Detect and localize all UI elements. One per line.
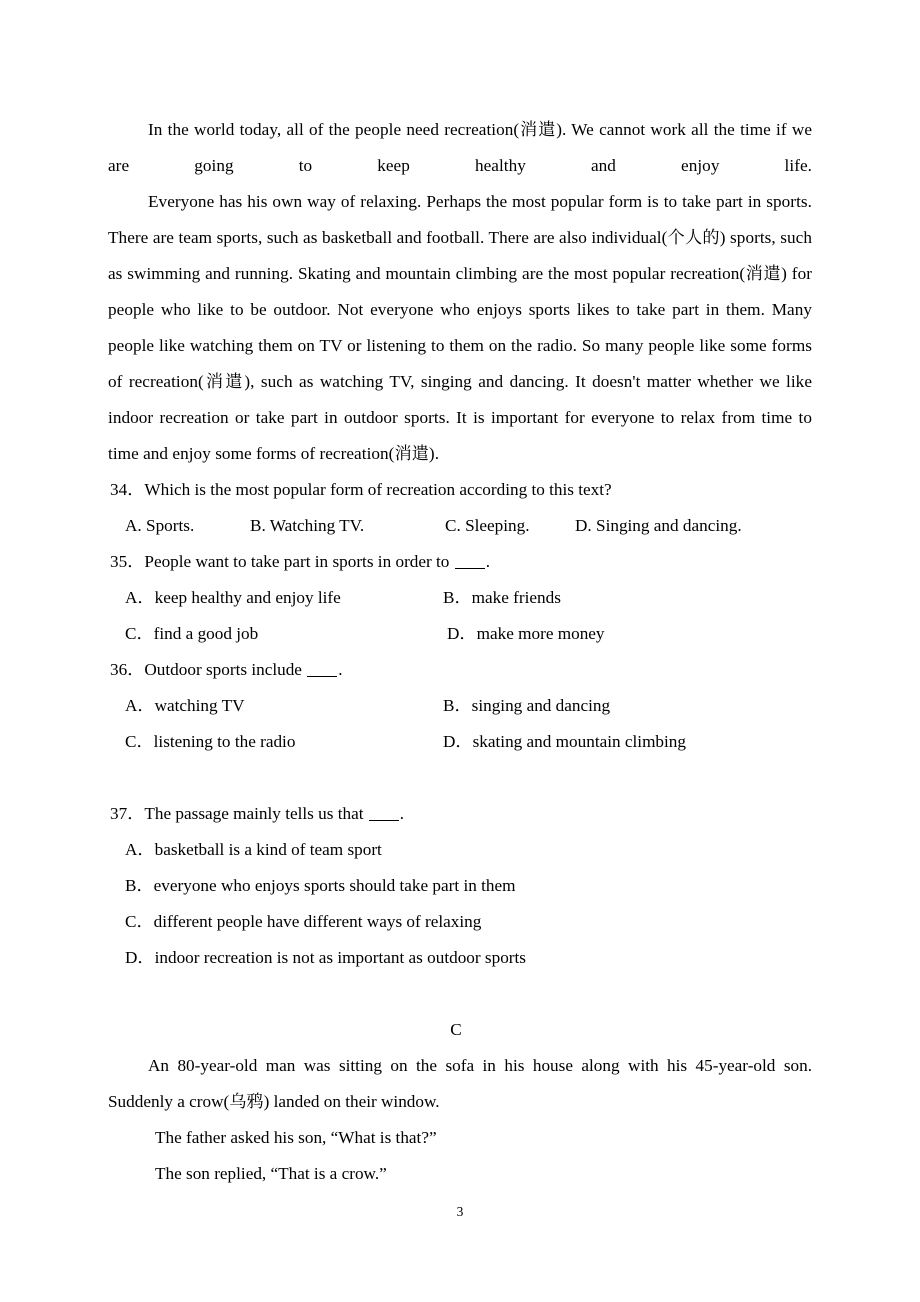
page-number-footer xyxy=(0,1203,920,1221)
question-37-option-a[interactable] xyxy=(125,832,382,868)
question-36-stem xyxy=(108,652,812,688)
question-35-option-b[interactable] xyxy=(443,580,561,616)
option-a-label: A． xyxy=(125,696,155,715)
question-37-stem-text: The passage mainly tells us that xyxy=(144,804,368,823)
option-b-text: everyone who enjoys sports should take part in them xyxy=(153,876,516,895)
passage-c-dialogue-line-1: The father asked his son, “What is that?” xyxy=(155,1128,437,1147)
question-37-option-row-c xyxy=(108,904,812,940)
option-c-label: C. xyxy=(445,516,466,535)
question-36-option-a[interactable] xyxy=(125,688,245,724)
question-gap-spacer xyxy=(108,760,812,796)
question-34-option-d[interactable] xyxy=(575,508,742,544)
question-35-stem-text: People want to take part in sports in order to xyxy=(144,552,454,571)
question-34-options xyxy=(108,508,812,544)
option-d-text: Singing and dancing. xyxy=(596,516,742,535)
passage-paragraph-1: In the world today, all of the people need recreation(消遣). We cannot work all the time if we are going to keep healthy and enjoy life. xyxy=(108,120,812,175)
passage-paragraph-2: Everyone has his own way of relaxing. Perhaps the most popular form is to take part in sports. There are team sports, such as basketball and football. There are also individual(个人的) sports, such as swimming and running. Skating and mountain climbing are the most popular recreation(消遣) for people who like to be outdoor. Not everyone who enjoys sports likes to take part in them. Many people like watching them on TV or listening to them on the radio. So many people like some forms of recreation(消遣), such as watching TV, singing and dancing. It doesn't matter whether we like indoor recreation or take part in outdoor sports. It is important for everyone to relax from time to time and enjoy some forms of recreation(消遣). xyxy=(108,192,812,463)
question-36-options-row-1 xyxy=(108,688,812,724)
question-36-option-b[interactable] xyxy=(443,688,610,724)
option-a-label: A． xyxy=(125,840,155,859)
question-35 xyxy=(108,544,812,652)
option-a-text: basketball is a kind of team sport xyxy=(154,840,382,859)
question-34-stem xyxy=(108,472,812,508)
question-36-stem-tail: . xyxy=(338,660,343,679)
question-37 xyxy=(108,796,812,976)
question-34-number: 34． xyxy=(110,480,145,499)
question-35-option-d[interactable] xyxy=(447,616,605,652)
question-37-option-d[interactable] xyxy=(125,940,526,976)
question-37-option-row-a xyxy=(108,832,812,868)
question-37-number: 37． xyxy=(110,804,145,823)
question-37-option-c[interactable] xyxy=(125,904,481,940)
section-label-c: C xyxy=(450,1020,462,1039)
question-34-option-a[interactable] xyxy=(125,508,194,544)
question-34-option-b[interactable] xyxy=(250,508,364,544)
option-c-text: find a good job xyxy=(153,624,259,643)
question-37-option-b[interactable] xyxy=(125,868,515,904)
question-34-option-c[interactable] xyxy=(445,508,530,544)
option-d-label: D． xyxy=(125,948,155,967)
option-d-text: make more money xyxy=(476,624,605,643)
question-35-answer-blank[interactable] xyxy=(455,568,485,569)
option-b-label: B． xyxy=(125,876,154,895)
option-c-label: C． xyxy=(125,732,154,751)
question-37-option-row-b xyxy=(108,868,812,904)
option-c-label: C． xyxy=(125,624,154,643)
option-c-text: different people have different ways of relaxing xyxy=(153,912,482,931)
option-a-label: A． xyxy=(125,588,155,607)
option-c-text: listening to the radio xyxy=(153,732,296,751)
option-a-label: A. xyxy=(125,516,147,535)
page-number-value: 3 xyxy=(456,1204,464,1219)
option-b-text: make friends xyxy=(471,588,561,607)
option-b-label: B． xyxy=(443,696,472,715)
question-34 xyxy=(108,472,812,544)
question-36 xyxy=(108,652,812,760)
question-35-stem xyxy=(108,544,812,580)
option-b-label: B． xyxy=(443,588,472,607)
question-36-option-c[interactable] xyxy=(125,724,295,760)
question-37-stem-tail: . xyxy=(399,804,405,823)
section-gap-spacer xyxy=(108,976,812,1012)
question-37-stem xyxy=(108,796,812,832)
question-35-stem-tail: . xyxy=(485,552,490,571)
question-36-answer-blank[interactable] xyxy=(307,676,337,677)
option-d-label: D. xyxy=(575,516,597,535)
option-d-label: D． xyxy=(443,732,473,751)
option-a-text: watching TV xyxy=(154,696,245,715)
option-d-text: indoor recreation is not as important as outdoor sports xyxy=(154,948,526,967)
question-36-stem-text: Outdoor sports include xyxy=(144,660,307,679)
question-36-number: 36． xyxy=(110,660,145,679)
question-36-options-row-2 xyxy=(108,724,812,760)
option-c-text: Sleeping. xyxy=(465,516,530,535)
option-c-label: C． xyxy=(125,912,154,931)
option-b-text: Watching TV. xyxy=(269,516,365,535)
option-a-text: Sports. xyxy=(146,516,195,535)
page-content xyxy=(108,112,812,1192)
passage-c-intro: An 80-year-old man was sitting on the sofa in his house along with his 45-year-old son. Suddenly a crow(乌鸦) landed on their window. xyxy=(108,1056,812,1111)
question-35-option-c[interactable] xyxy=(125,616,258,652)
option-b-text: singing and dancing xyxy=(471,696,611,715)
option-d-text: skating and mountain climbing xyxy=(472,732,686,751)
option-d-label: D． xyxy=(447,624,477,643)
question-35-option-a[interactable] xyxy=(125,580,341,616)
question-35-options-row-2 xyxy=(108,616,812,652)
option-a-text: keep healthy and enjoy life xyxy=(154,588,341,607)
passage-c-dialogue-line-2: The son replied, “That is a crow.” xyxy=(155,1164,387,1183)
question-37-option-row-d xyxy=(108,940,812,976)
option-b-label: B. xyxy=(250,516,270,535)
question-37-answer-blank[interactable] xyxy=(369,820,399,821)
question-36-option-d[interactable] xyxy=(443,724,686,760)
question-35-options-row-1 xyxy=(108,580,812,616)
question-35-number: 35． xyxy=(110,552,145,571)
question-34-stem-text: Which is the most popular form of recreation according to this text? xyxy=(144,480,612,499)
